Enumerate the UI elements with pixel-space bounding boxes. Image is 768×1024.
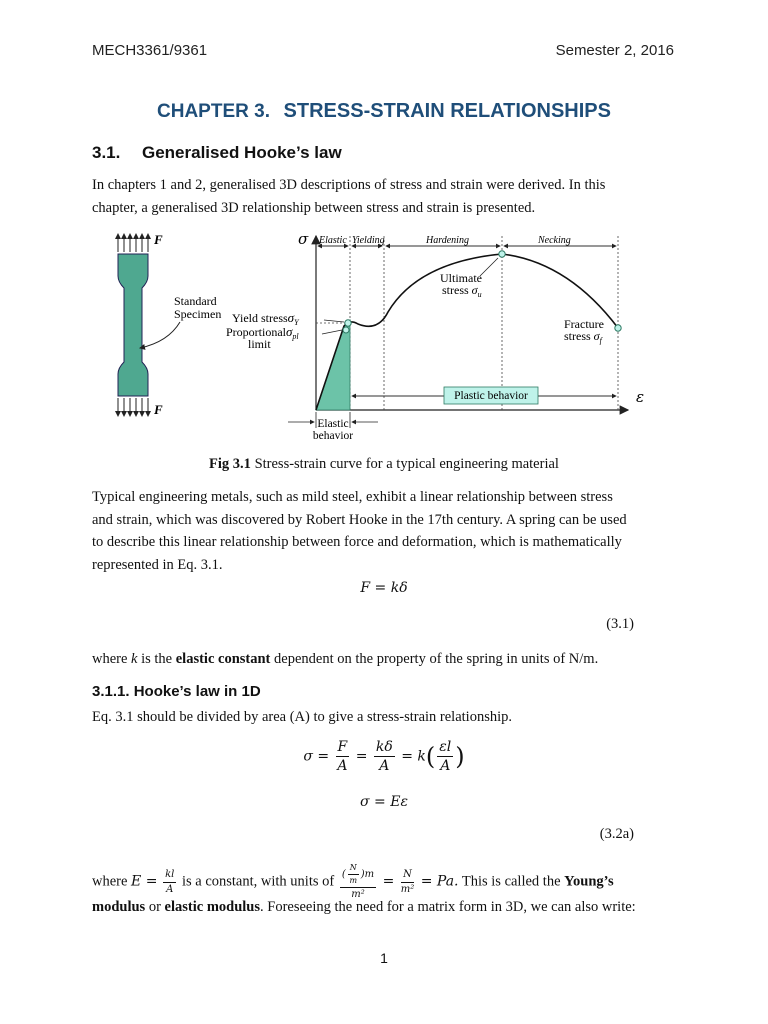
sigma-axis-label: σ [298,230,309,248]
text-run: . Foreseeing the need for a matrix form in 3D, we can also write: [260,899,636,915]
text-run: where [92,873,132,890]
text-run: is the [137,651,176,667]
fraction-f-a [336,740,350,773]
elastic-behavior-line1: Elastic [317,418,349,430]
force-label-top: F [154,232,163,247]
frac-den: m² [400,883,415,895]
symbol-k: k [131,651,138,667]
unit-m: m [364,869,375,880]
term-modulus: modulus [92,899,146,915]
fraction-n-m [348,864,359,885]
ultimate-label-line1: Ultimate [440,271,482,285]
equation-3-2-line2: σ = Eε [360,794,408,810]
proportional-label-line2: limit [248,337,271,351]
proportional-pointer [322,330,342,334]
frac-num: kl [163,870,176,883]
chapter-name: STRESS-STRAIN RELATIONSHIPS [283,100,611,122]
fraction-n-m2 [401,870,415,895]
plastic-behavior-label: Plastic behavior [454,390,528,402]
fracture-point [615,325,621,331]
yield-point [345,320,351,326]
hooke-paragraph [92,486,692,576]
fraction-units [340,864,376,900]
ultimate-point [499,251,505,257]
elastic-constant-sentence [92,648,712,671]
term-elastic-constant: elastic constant [175,651,271,667]
header-semester: Semester 2, 2016 [555,42,674,59]
fraction-el-a [437,740,453,773]
frac-num: N [348,864,359,875]
youngs-modulus-sentence-line2 [92,896,722,919]
elastic-behavior-line2: behavior [312,430,354,442]
region-hardening: Hardening [426,235,469,246]
paragraph-line: to describe this linear relationship between force and deformation, which is mathematically [92,534,622,550]
frac-den: A [379,758,390,774]
eq-E: E = [131,873,158,890]
eq-sigma: σ = [303,748,330,765]
frac-num: ( $\frac{N}{m}$ )m [340,864,376,888]
subsection-title: Hooke’s law in 1D [133,683,261,700]
equation-3-1-number: (3.1) [606,616,634,632]
frac-num: F [337,739,348,755]
chapter-title [0,100,768,123]
youngs-modulus-sentence [92,864,722,900]
frac-num: kδ [375,739,393,755]
text-run: where [92,651,132,667]
term-elastic-modulus: elastic modulus [164,899,261,915]
area-paragraph: Eq. 3.1 should be divided by area (A) to give a stress-strain relationship. [92,709,512,725]
equation-3-2-line1 [0,740,768,773]
ultimate-label-line2: stress $\sigma_u$ [442,283,482,299]
frac-den: A [440,758,451,774]
eq-pa: = Pa. [416,873,459,890]
frac-num: εl [439,739,452,755]
section-heading [92,143,342,163]
subsection-heading [92,683,261,700]
paren-open: ( [425,742,436,771]
equation-3-2-number: (3.2a) [599,826,634,842]
ultimate-pointer [480,258,498,276]
paragraph-line: Typical engineering metals, such as mild steel, exhibit a linear relationship between stress [92,489,613,505]
caption-text: Stress-strain curve for a typical engineering material [250,456,559,472]
proportional-label-line1: Proportionalσ$_{pl}$ [226,324,299,341]
eq-equals: = [378,873,399,890]
text-run: This is called the [458,873,565,890]
paragraph-line: and strain, which was discovered by Robert Hooke in the 17th century. A spring can be used [92,511,627,528]
paren-close: ) [455,742,465,771]
frac-den: m² [351,889,365,900]
yield-stress-label: Yield stressσ$_Y$ [232,310,299,327]
section-number: 3.1. [92,143,121,162]
page-number: 1 [380,950,388,966]
region-elastic: Elastic [319,235,347,246]
specimen-pointer-arrow [140,322,180,348]
text-run: dependent on the property of the spring in units of N/m. [270,651,599,667]
fraction-kl-a [163,870,176,895]
specimen-body [118,254,148,396]
section-title: Generalised Hooke’s law [142,143,342,162]
paragraph-line: represented in Eq. 3.1. [92,556,223,573]
subsection-number: 3.1.1. [92,683,130,700]
intro-paragraph [92,174,692,219]
specimen-label-line2: Specimen [174,307,222,321]
region-necking: Necking [538,235,571,246]
yield-pointer [324,320,344,322]
frac-den: A [166,883,174,895]
fraction-kd-a [374,740,395,773]
proportional-limit-point [343,327,349,333]
chapter-number: CHAPTER 3. [157,101,270,122]
text-run: or [145,899,165,915]
frac-den: A [337,758,348,774]
header-course-code: MECH3361/9361 [92,42,208,59]
intro-line: In chapters 1 and 2, generalised 3D descriptions of stress and strain were derived. In this [92,177,606,193]
eq-equals-k: = k [401,748,426,765]
caption-label: Fig 3.1 [209,456,251,472]
specimen-label-line1: Standard [174,294,217,308]
frac-den: m [349,876,358,885]
stress-strain-figure [88,222,668,450]
figure-caption [0,456,768,473]
specimen-force-arrows-bottom [118,398,148,416]
fracture-label-line2: stress $\sigma_f$ [564,329,602,345]
specimen-force-arrows-top [118,234,148,252]
frac-num: N [401,870,415,883]
region-yielding: Yielding [352,235,385,246]
equation-3-1: F = kδ [360,580,408,596]
text-run: is a constant, with units of [178,873,338,890]
intro-line: chapter, a generalised 3D relationship between stress and strain is presented. [92,199,536,216]
eq-equals: = [355,748,368,765]
epsilon-axis-label: ε [636,388,645,406]
force-label-bottom: F [154,402,163,417]
term-youngs: Young’s [564,873,614,890]
fracture-label-line1: Fracture [564,317,604,331]
